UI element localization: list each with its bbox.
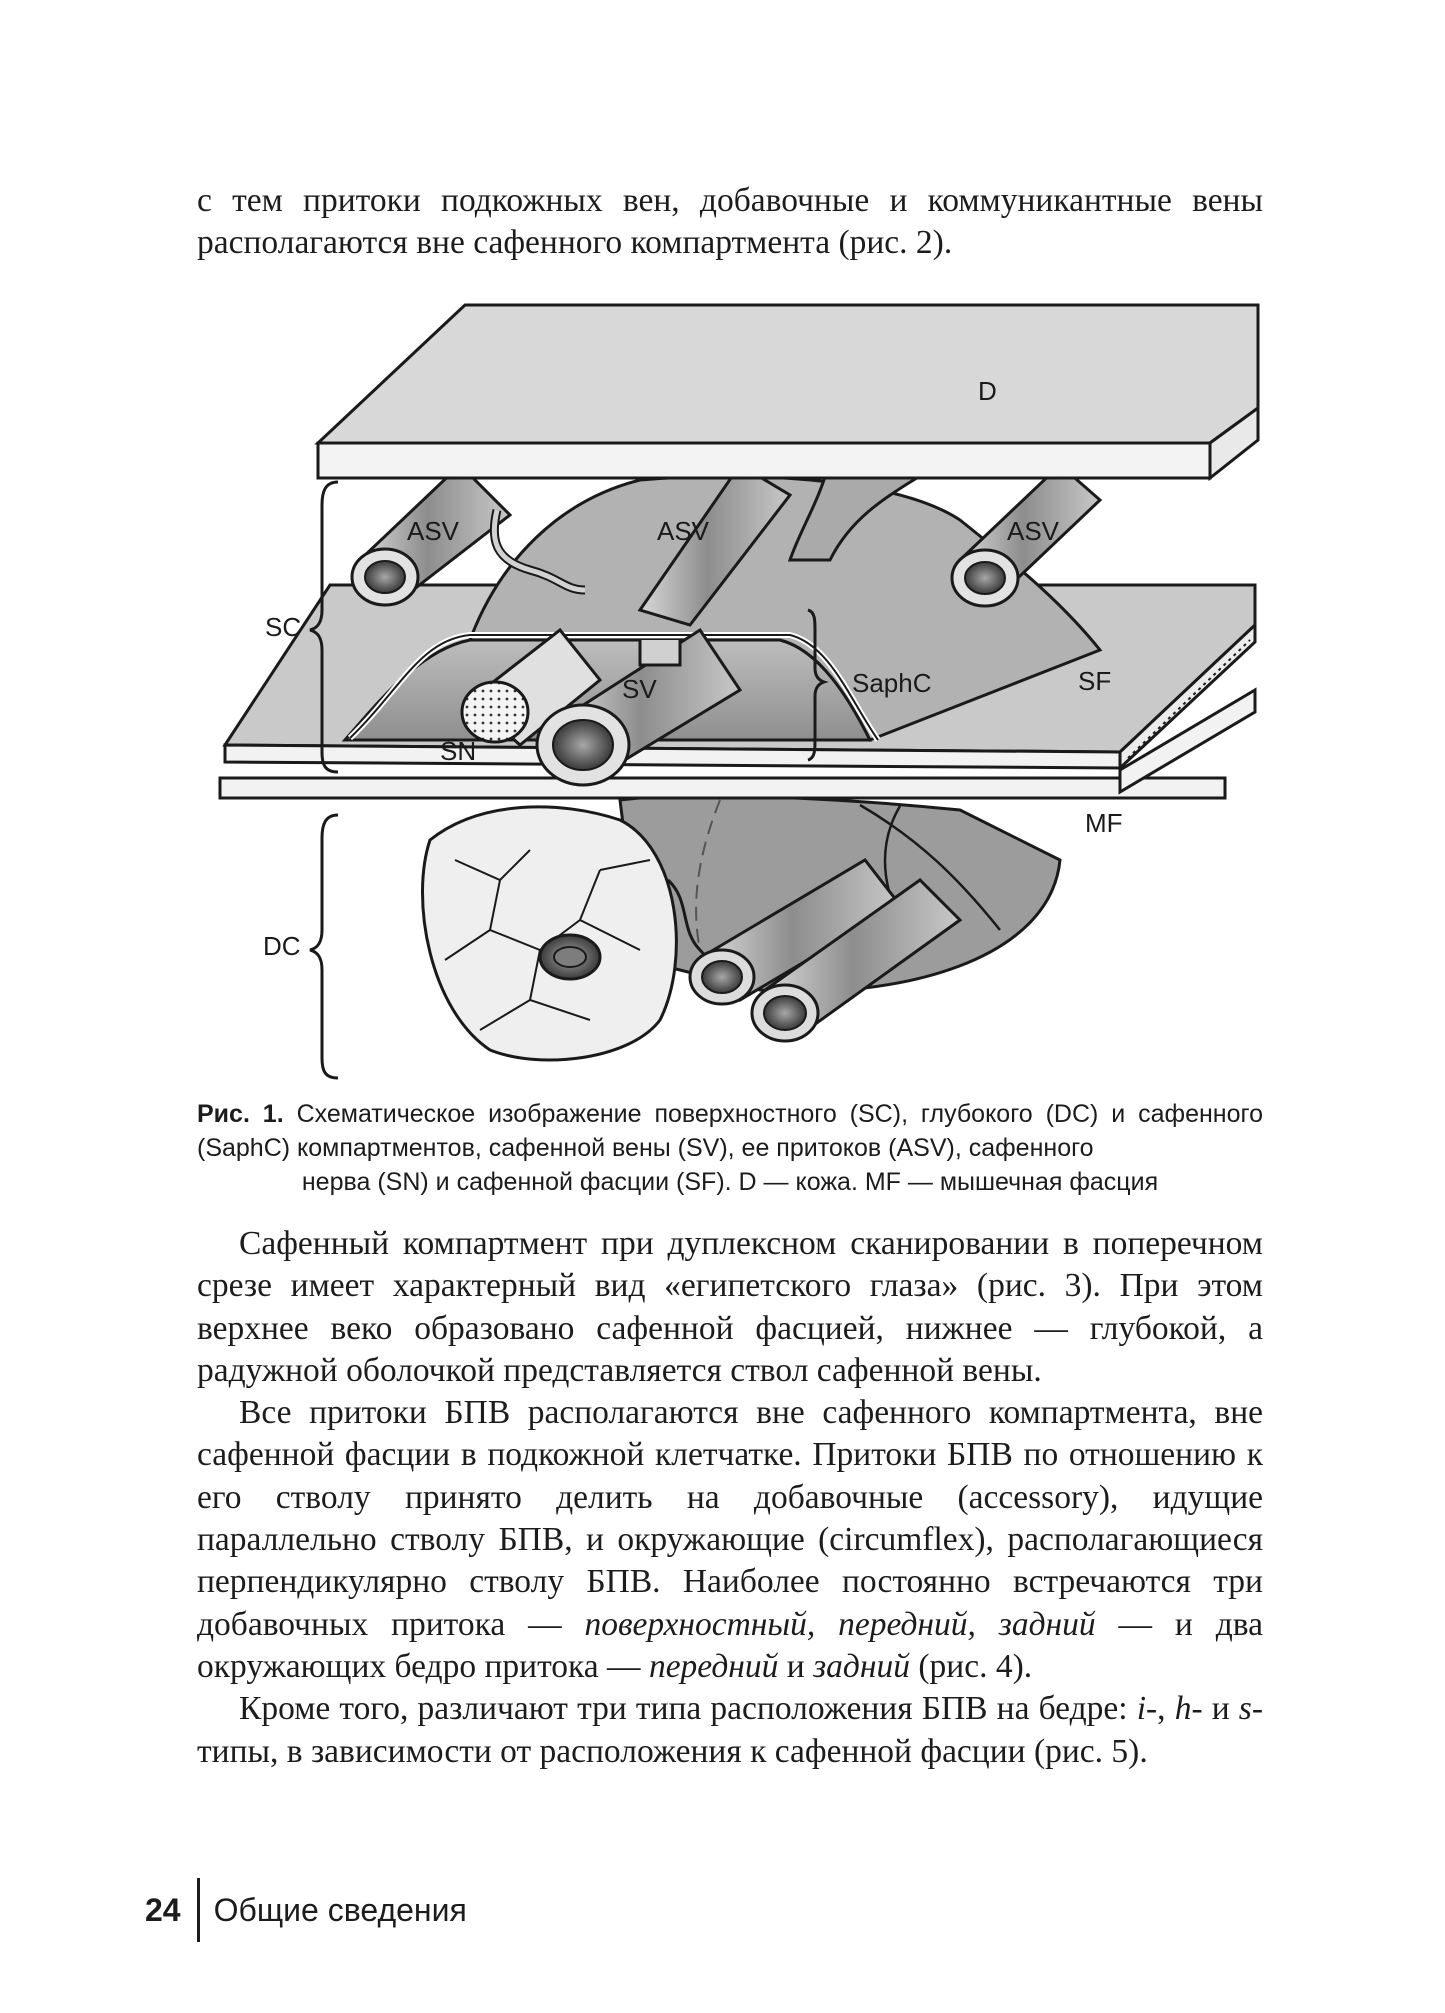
label-sc: SC xyxy=(265,612,302,642)
dc-brace xyxy=(310,815,338,1078)
p2-italic-2: передний xyxy=(648,1647,779,1685)
label-sf: SF xyxy=(1078,666,1112,696)
main-text xyxy=(197,1223,1263,1773)
label-asv-3: ASV xyxy=(1007,516,1060,546)
p3-d: -типы, в зависимости от расположения к сафенной фасции (рис. 5). xyxy=(197,1690,1263,1770)
p2-italic-3: задний xyxy=(813,1647,910,1685)
label-asv-2: ASV xyxy=(657,516,710,546)
caption-last-line: нерва (SN) и сафенной фасции (SF). D — кожа. MF — мышечная фасция xyxy=(301,1168,1159,1196)
p3-italic-2: h xyxy=(1174,1690,1192,1728)
p3-c: - и xyxy=(1191,1690,1239,1728)
caption-label: Рис. 1. xyxy=(197,1100,284,1128)
label-dc: DC xyxy=(263,931,301,961)
p2-b: — и два окружающих бедро притока — xyxy=(197,1605,1264,1685)
skin-plate xyxy=(318,305,1258,478)
label-skin: D xyxy=(978,376,997,406)
figure-caption xyxy=(197,1097,1263,1199)
section-title: Общие сведения xyxy=(213,1891,467,1928)
p2-c: и xyxy=(778,1647,814,1685)
p2-d: (рис. 4). xyxy=(910,1647,1033,1685)
footer-divider xyxy=(197,1878,200,1942)
paragraph-2 xyxy=(197,1392,1263,1688)
p2-a: Все притоки БПВ располагаются вне сафенного компартмента, вне сафенной фасции в подкожной клетчатке. Притоки БПВ по отношению к его стволу принято делить на добавочные (accessory), идущие параллельно стволу БПВ, и окружающие (circumflex), располагающиеся перпендикулярно стволу БПВ. Наиболее постоянно встречаются три добавочных притока — xyxy=(197,1394,1263,1643)
p3-b: -, xyxy=(1146,1690,1175,1728)
p3-italic-3: s xyxy=(1238,1690,1252,1728)
p3-italic-1: i xyxy=(1136,1690,1147,1728)
muscle-belly xyxy=(423,807,677,1060)
p2-italic-1: поверхностный, передний, задний xyxy=(584,1605,1096,1643)
label-sn: SN xyxy=(440,736,477,766)
label-asv-1: ASV xyxy=(407,516,460,546)
paragraph-3 xyxy=(197,1688,1263,1773)
deep-compartment-structures xyxy=(423,796,1061,1060)
intro-text: с тем притоки подкожных вен, добавочные и коммуникантные вены располагаются вне сафенного компартмента (рис. 2). xyxy=(197,182,1263,262)
page-number: 24 xyxy=(145,1891,181,1928)
label-saphc: SaphC xyxy=(852,668,932,698)
p3-a: Кроме того, различают три типа расположения БПВ на бедре: xyxy=(239,1690,1137,1728)
page-footer xyxy=(145,1880,467,1940)
label-mf: MF xyxy=(1085,808,1123,838)
label-sv: SV xyxy=(622,674,657,704)
caption-text: Схематическое изображение поверхностного (SC), глубокого (DC) и сафенного (SaphC) компартментов, сафенной вены (SV), ее притоков (ASV), сафенного xyxy=(197,1100,1263,1162)
paragraph-1: Сафенный компартмент при дуплексном сканировании в поперечном срезе имеет характерный вид «египетского глаза» (рис. 3). При этом верхнее веко образовано сафенной фасцией, нижнее — глубокой, а радужной оболочкой представляется ствол сафенной вены. xyxy=(197,1225,1263,1389)
